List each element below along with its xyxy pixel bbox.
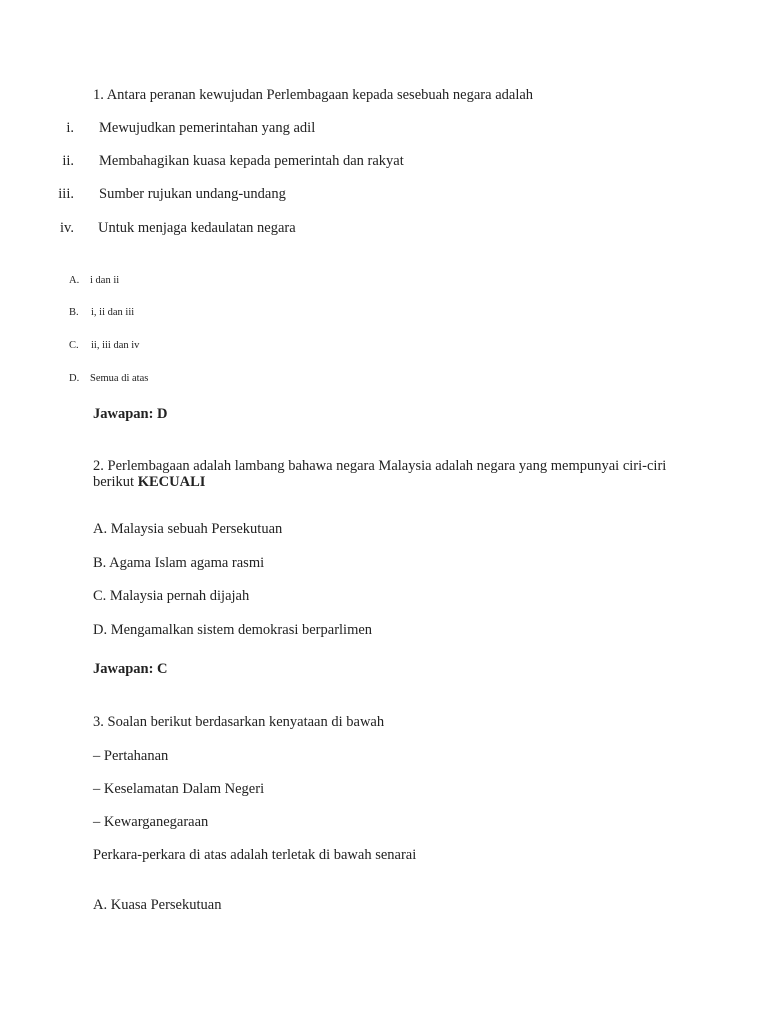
question-3-stem: 3. Soalan berikut berdasarkan kenyataan di bawah xyxy=(93,714,385,730)
q1-option-text: Semua di atas xyxy=(90,373,149,384)
q1-item-number: i. xyxy=(66,120,74,136)
q1-item-text: Membahagikan kuasa kepada pemerintah dan rakyat xyxy=(99,153,404,169)
q1-item-number: iii. xyxy=(58,186,74,202)
q3-bullet: – Kewarganegaraan xyxy=(93,814,209,830)
q1-item-text: Mewujudkan pemerintahan yang adil xyxy=(99,120,316,136)
q2-option: A. Malaysia sebuah Persekutuan xyxy=(93,521,283,537)
q3-bullet: – Pertahanan xyxy=(93,748,169,764)
q1-option-letter: C. xyxy=(69,340,79,351)
q2-option: D. Mengamalkan sistem demokrasi berparlimen xyxy=(93,622,373,638)
q1-option-letter: A. xyxy=(69,275,80,286)
q1-item-text: Sumber rujukan undang-undang xyxy=(99,186,286,202)
q1-answer xyxy=(93,406,168,423)
q1-option-letter: D. xyxy=(69,373,80,384)
q1-option-text: i, ii dan iii xyxy=(91,307,135,318)
q3-option: A. Kuasa Persekutuan xyxy=(93,897,222,913)
q1-item-number: iv. xyxy=(60,220,74,236)
q2-option: B. Agama Islam agama rasmi xyxy=(93,555,265,571)
q1-option-text: i dan ii xyxy=(90,275,120,286)
question-2-stem xyxy=(93,458,693,490)
q1-answer-text: Jawapan: D xyxy=(93,406,168,422)
q2-stem-text: 2. Perlembagaan adalah lambang bahawa negara Malaysia adalah negara yang mempunyai ciri-ciri berikut xyxy=(93,458,667,490)
q1-item-number: ii. xyxy=(62,153,74,169)
q1-option-letter: B. xyxy=(69,307,79,318)
q2-answer xyxy=(93,661,168,678)
q1-item-text: Untuk menjaga kedaulatan negara xyxy=(98,220,296,236)
q3-bullet: – Keselamatan Dalam Negeri xyxy=(93,781,265,797)
q2-option: C. Malaysia pernah dijajah xyxy=(93,588,250,604)
q2-emphasis: KECUALI xyxy=(137,474,206,490)
question-1-stem: 1. Antara peranan kewujudan Perlembagaan kepada sesebuah negara adalah xyxy=(93,87,534,103)
q1-option-text: ii, iii dan iv xyxy=(91,340,140,351)
q3-prompt: Perkara-perkara di atas adalah terletak di bawah senarai xyxy=(93,847,417,863)
q2-answer-text: Jawapan: C xyxy=(93,661,168,677)
